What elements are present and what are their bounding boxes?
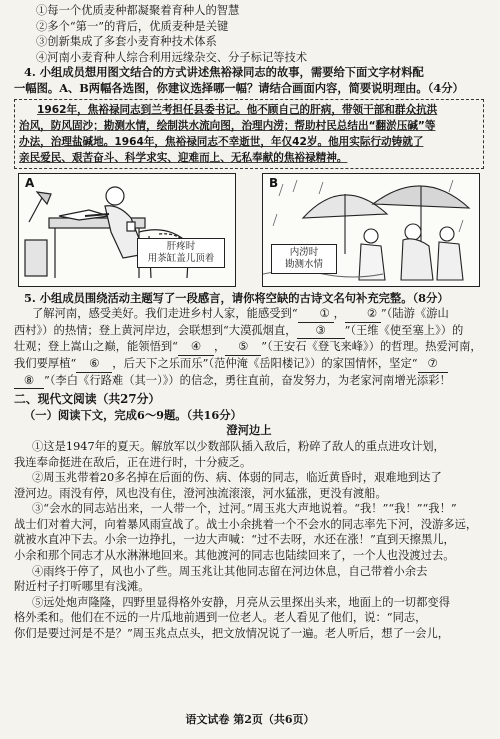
text-fragment: ”（李白《行路难（其一）》）的信念，勇往直前，奋发努力，为老家河南增光添彩！ [44, 373, 451, 387]
text-fragment: 我们要厚植“ [14, 356, 77, 370]
article-line: 我连奉命挺进在敌后，正在进行时，十分疲乏。 [14, 455, 252, 469]
picture-b-label: B [269, 175, 279, 190]
text-fragment: 了解河南，感受美好。我们走进乡村人家，能感受到“ [32, 307, 298, 321]
picture-b [262, 173, 480, 287]
text-fragment: 壮观；登上嵩山之巅，能领悟到“ [14, 340, 178, 354]
question-5-text-line [14, 339, 484, 356]
page-footer: 语文试卷 第2页（共6页） [185, 713, 315, 726]
text-fragment: ， [213, 340, 226, 354]
article-line: 就被水直冲下去。小余一边挣扎，一边大声喊：“过不去呀，水还在涨！”直到天擦黑儿， [14, 533, 455, 547]
article-line: ①这是1947年的夏天。解放军以少数部队插入敌后，粉碎了敌人的重点进攻计划， [32, 439, 445, 453]
question-5-title: 5. 小组成员围绕活动主题写了一段感言，请你将空缺的古诗文名句补充完整。（8分） [24, 290, 449, 305]
picture-b-caption [271, 244, 337, 274]
article-line: ④雨终于停了，风也小了些。周玉兆让其他同志留在河边休息，自己带着小余去 [32, 564, 428, 578]
blank-2: ② [345, 306, 381, 323]
blank-8: ⑧ [14, 373, 44, 390]
text-fragment: 西村》）的热情；登上黄河岸边，会联想到“大漠孤烟直， [14, 323, 297, 337]
picture-a-caption-2: 用茶缸盖儿顶着 [147, 252, 215, 264]
blank-3: ③ [297, 323, 345, 340]
article-title: 澄河边上 [226, 423, 272, 438]
option-2: ②多个“第一”的背后，优质麦种是关键 [36, 19, 229, 33]
blank-5: ⑤ [225, 339, 261, 356]
material-box [14, 99, 484, 169]
article-line: 你们是要过河是不是？”周玉兆点点头，把文放情况说了一遍。老人听后，想了一会儿， [14, 627, 450, 641]
material-line: 亲民爱民、艰苦奋斗、科学求实、迎难而上、无私奉献的焦裕禄精神。 [19, 151, 348, 164]
blank-4: ④ [178, 339, 214, 356]
material-line: 1962年，焦裕禄同志到兰考担任县委书记。他不顾自己的肝病，带领干部和群众抗洪 [37, 103, 438, 116]
question-5-text-line [14, 356, 484, 373]
text-fragment: ”（王维《使至塞上》）的 [344, 323, 464, 337]
article-line: 澄河边。雨没有停，风也没有住，澄河浊流滚滚，河水猛涨，更没有渡船。 [14, 486, 387, 500]
article-line: 附近村子打听哪里有浅滩。 [14, 580, 150, 594]
picture-row [18, 173, 480, 289]
picture-a [18, 173, 236, 287]
article-line: 格外柔和。他们在不远的一片瓜地前遇到一位老人。老人看见了他们，说：“同志， [14, 611, 427, 625]
picture-b-caption-2: 勘测水情 [284, 258, 323, 270]
picture-b-caption-1: 内涝时 [289, 246, 319, 258]
question-5-text-line [14, 306, 484, 323]
question-5-text-line [14, 373, 484, 390]
question-4-line-2: 一幅图。A、B两幅各选图，你建议选择哪一幅？请结合画面内容，简要说明理由。（4分） [14, 80, 464, 95]
option-4: ④河南小麦育种人综合利用远缘杂交、分子标记等技术 [36, 50, 308, 64]
blank-1: ① [298, 306, 334, 323]
question-4-line-1: 4. 小组成员想用图文结合的方式讲述焦裕禄同志的故事，需要给下面文字材料配 [24, 65, 424, 80]
blank-6: ⑥ [76, 356, 112, 373]
section-2-subtitle: （一）阅读下文，完成6～9题。（共16分） [24, 407, 242, 422]
text-fragment: ， [333, 307, 345, 321]
text-fragment: ，后天下之乐而乐”（范仲淹《岳阳楼记》）的家国情怀，坚定“ [112, 356, 418, 370]
article-body [14, 439, 484, 642]
question-5-text-line [14, 323, 484, 340]
material-line: 治风，防风固沙；勘测水情，绘制洪水流向图，治理内涝；帮助村民总结出“翻淤压碱”等 [19, 119, 436, 132]
material-line: 办法，治理盐碱地。1964年，焦裕禄同志不幸逝世，年仅42岁。他用实际行动铸就了 [19, 135, 424, 148]
section-2-title: 二、现代文阅读（共27分） [14, 392, 161, 407]
options-list [14, 3, 484, 65]
article-line: ②周玉兆带着20多名掉在后面的伤、病、体弱的同志，临近黄昏时，艰难地到达了 [32, 471, 442, 485]
picture-a-illustration [19, 174, 235, 286]
picture-a-label: A [25, 175, 35, 190]
text-fragment: ”（陆游《游山 [380, 307, 449, 321]
blank-7: ⑦ [418, 356, 448, 373]
article-line: ⑤远处炮声隆隆，四野里显得格外安静，月亮从云里探出头来，地面上的一切都变得 [32, 595, 450, 609]
picture-a-caption [137, 238, 225, 268]
option-1: ①每一个优质麦种都凝聚着育种人的智慧 [36, 4, 240, 17]
picture-a-caption-1: 肝疼时 [166, 240, 196, 252]
option-3: ③创新集成了多套小麦育种技术体系 [36, 35, 217, 49]
article-line: ③“会水的同志站出来，一人带一个，过河。”周玉兆大声地说着。“我！”“我！”“我！” [32, 502, 457, 516]
article-line: 战士们对着大河，向着暴风雨宣战了。战士小余挑着一个不会水的同志率先下河，没游多远， [14, 517, 478, 531]
text-fragment: ”（王安石《登飞来峰》）的哲理。热爱河南， [261, 340, 482, 354]
article-line: 小余和那个同志才从水淋淋地回来。其他渡河的同志也陆续回来了，一个人也没渡过去。 [14, 549, 455, 563]
